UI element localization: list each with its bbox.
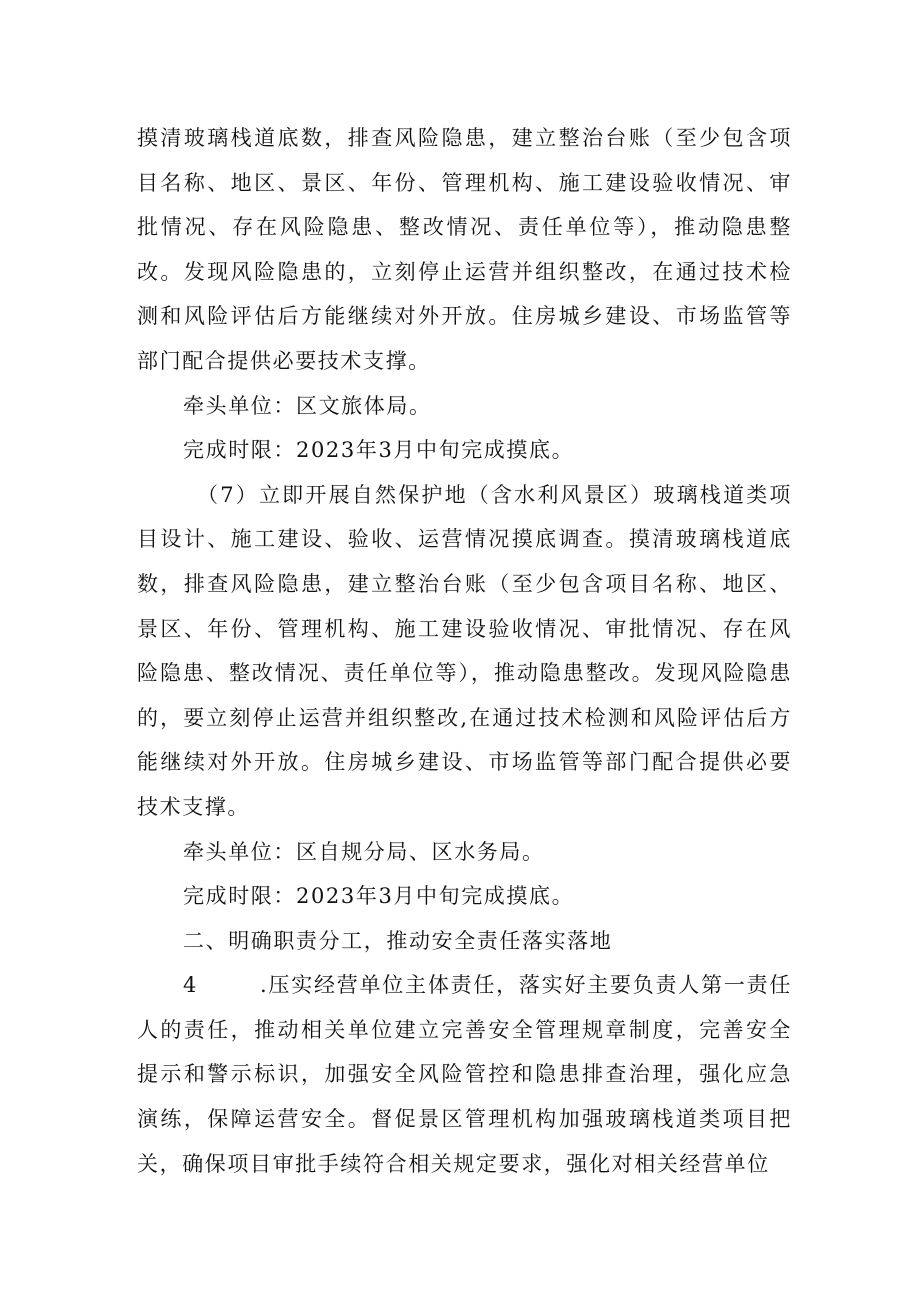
- document-body: [137, 116, 792, 1186]
- lead-unit-1: 牵头单位：区文旅体局。: [183, 393, 432, 418]
- item-4-number: 4: [183, 973, 198, 998]
- paragraph-investigation: 摸清玻璃栈道底数，排查风险隐患，建立整治台账（至少包含项目名称、地区、景区、年份、管理机构、施工建设验收情况、审批情况、存在风险隐患、整改情况、责任单位等），推动隐患整改。发现风险隐患的，立刻停止运营并组织整改，在通过技术检测和风险评估后方能继续对外开放。住房城乡建设、市场监管等部门配合提供必要技术支撑。: [137, 126, 792, 373]
- item-4-paragraph: [137, 963, 792, 1186]
- item-7-paragraph: （7）立即开展自然保护地（含水利风景区）玻璃栈道类项目设计、施工建设、验收、运营情况摸底调查。摸清玻璃栈道底数，排查风险隐患，建立整治台账（至少包含项目名称、地区、景区、年份、管理机构、施工建设验收情况、审批情况、存在风险隐患、整改情况、责任单位等），推动隐患整改。发现风险隐患的，要立刻停止运营并组织整改,在通过技术检测和风险评估后方能继续对外开放。住房城乡建设、市场监管等部门配合提供必要技术支撑。: [137, 482, 792, 819]
- section-2-heading: 二、明确职责分工，推动安全责任落实落地: [183, 928, 613, 953]
- item-4-text: .压实经营单位主体责任，落实好主要负责人第一责任人的责任，推动相关单位建立完善安全管理规章制度，完善安全提示和警示标识，加强安全风险管控和隐患排查治理，强化应急演练，保障运营安全。督促景区管理机构加强玻璃栈道类项目把关，确保项目审批手续符合相关规定要求，强化对相关经营单位: [137, 973, 792, 1176]
- deadline-2: 完成时限：2023年3月中旬完成摸底。: [183, 884, 575, 909]
- deadline-1: 完成时限：2023年3月中旬完成摸底。: [183, 438, 575, 463]
- lead-unit-2: 牵头单位：区自规分局、区水务局。: [183, 839, 545, 864]
